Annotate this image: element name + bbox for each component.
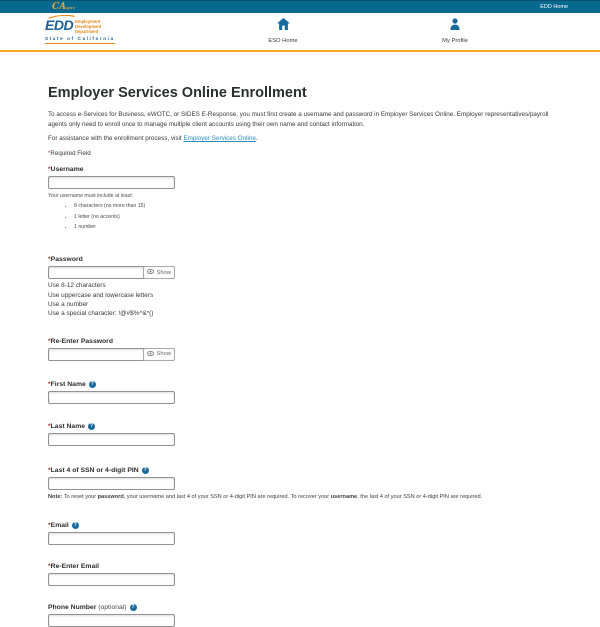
ssn-pin-label <box>48 467 556 474</box>
reenter-password-field-group <box>48 338 556 361</box>
reenter-password-show-button[interactable] <box>143 348 175 361</box>
password-label-text: Password <box>50 256 83 264</box>
password-rule: Use uppercase and lowercase letters <box>48 291 154 299</box>
phone-input[interactable] <box>48 614 175 627</box>
person-icon <box>449 17 461 35</box>
first-name-label-text: First Name <box>50 380 86 388</box>
reenter-email-label <box>48 563 556 570</box>
required-asterisk: * <box>48 256 51 264</box>
required-field-note <box>48 150 556 157</box>
password-show-button[interactable] <box>143 266 175 279</box>
username-rule: • 1 letter (no accents) <box>74 214 556 220</box>
edd-logo-tagline: State of California <box>45 36 115 44</box>
password-label <box>48 256 556 263</box>
edd-home-link[interactable]: EDD Home <box>540 4 568 10</box>
edd-logo[interactable] <box>45 18 115 44</box>
last-name-field-group <box>48 423 556 446</box>
edd-logo-acronym: EDD <box>45 17 74 33</box>
username-rule: • 1 number <box>74 224 556 230</box>
reenter-password-label-text: Re-Enter Password <box>50 337 113 345</box>
intro-paragraph: To access e-Services for Business, eWOTC, or SIDES E-Response, you must first create a username and password in Employer Services Online. Employer representatives/payroll agents only need to enroll once to manage multiple client accounts using their own name and contact information. <box>48 110 549 128</box>
ca-gov-logo-subtext: gov <box>66 4 76 10</box>
help-icon[interactable]: ? <box>131 603 135 610</box>
assistance-text: For assistance with the enrollment process, visit <box>48 135 184 143</box>
main-header <box>0 13 600 52</box>
nav-eso-home-label: ESO Home <box>268 38 298 44</box>
edd-logo-line: Development <box>75 24 102 29</box>
required-asterisk: * <box>48 150 51 158</box>
eye-icon <box>147 351 154 358</box>
edd-logo-line: Employment <box>75 19 101 24</box>
email-label <box>48 522 556 529</box>
edd-logo-top <box>45 18 115 34</box>
ssn-note-bold: password <box>97 493 124 500</box>
nav-eso-home[interactable] <box>243 17 323 44</box>
first-name-label <box>48 381 556 388</box>
required-asterisk: * <box>48 562 51 570</box>
last-name-label <box>48 423 556 430</box>
help-icon[interactable]: ? <box>73 521 77 528</box>
ssn-pin-field-group <box>48 467 556 500</box>
home-icon <box>277 17 290 35</box>
reenter-password-show-label: Show <box>156 351 171 358</box>
username-input[interactable] <box>48 176 175 189</box>
ssn-pin-label-text: Last 4 of SSN or 4-digit PIN <box>50 466 139 474</box>
first-name-field-group <box>48 381 556 404</box>
ssn-note-text: , your username and last 4 of your SSN or 4-digit PIN are required. To recover your <box>123 493 331 500</box>
ca-gov-logo-text: CA <box>52 1 67 12</box>
first-name-input[interactable] <box>48 391 175 404</box>
employer-services-online-link[interactable]: Employer Services Online <box>183 135 256 143</box>
phone-label-text: Phone Number <box>48 603 97 611</box>
username-field-group <box>48 166 556 230</box>
required-asterisk: * <box>48 466 51 474</box>
reenter-email-field-group <box>48 563 556 586</box>
password-field-group <box>48 256 556 319</box>
password-rule: Use a special character: !@#$%^&*() <box>48 310 154 318</box>
email-input[interactable] <box>48 532 175 545</box>
required-asterisk: * <box>48 166 51 174</box>
edd-logo-line: Department <box>75 29 99 34</box>
eye-icon <box>147 269 154 276</box>
help-icon[interactable]: ? <box>143 466 147 473</box>
ssn-note-text: , the last 4 of your SSN or 4-digit PIN are required. <box>357 493 483 500</box>
required-field-text: Required Field <box>50 150 91 158</box>
nav-my-profile[interactable] <box>415 17 495 44</box>
assistance-line <box>48 135 556 142</box>
ca-gov-logo[interactable] <box>52 3 75 12</box>
reenter-password-input-wrap <box>48 348 175 361</box>
required-asterisk: * <box>48 380 51 388</box>
ssn-note-text: To reset your <box>62 493 98 500</box>
last-name-input[interactable] <box>48 433 175 446</box>
required-asterisk: * <box>48 337 51 345</box>
username-hint-title: Your username must include at least: <box>48 193 134 200</box>
ssn-pin-note <box>48 494 556 500</box>
ssn-note-bold: Note: <box>48 493 63 500</box>
phone-label <box>48 604 556 611</box>
password-rule: Use 8-12 characters <box>48 282 106 290</box>
page-title: Employer Services Online Enrollment <box>48 85 307 101</box>
password-input-wrap <box>48 266 175 279</box>
help-icon[interactable]: ? <box>90 380 94 387</box>
email-label-text: Email <box>50 521 69 529</box>
assistance-suffix: . <box>255 135 258 143</box>
password-rule: Use a number <box>48 300 89 308</box>
required-asterisk: * <box>48 422 51 430</box>
reenter-password-label <box>48 338 556 345</box>
utility-bar <box>0 0 600 13</box>
email-field-group <box>48 522 556 545</box>
username-rule: • 8 characters (no more than 15) <box>74 203 556 209</box>
ssn-note-bold: username <box>330 493 358 500</box>
reenter-email-label-text: Re-Enter Email <box>50 562 100 570</box>
reenter-email-input[interactable] <box>48 573 175 586</box>
last-name-label-text: Last Name <box>50 422 86 430</box>
password-rules <box>48 281 556 319</box>
ssn-pin-input[interactable] <box>48 477 175 490</box>
nav-my-profile-label: My Profile <box>442 38 468 44</box>
phone-optional-text: (optional) <box>98 603 127 611</box>
username-label <box>48 166 556 173</box>
required-asterisk: * <box>48 521 51 529</box>
password-show-label: Show <box>156 269 171 276</box>
phone-field-group <box>48 604 556 627</box>
main-content <box>0 85 600 627</box>
help-icon[interactable]: ? <box>90 422 94 429</box>
username-label-text: Username <box>50 166 84 174</box>
username-rules-list <box>74 203 556 230</box>
